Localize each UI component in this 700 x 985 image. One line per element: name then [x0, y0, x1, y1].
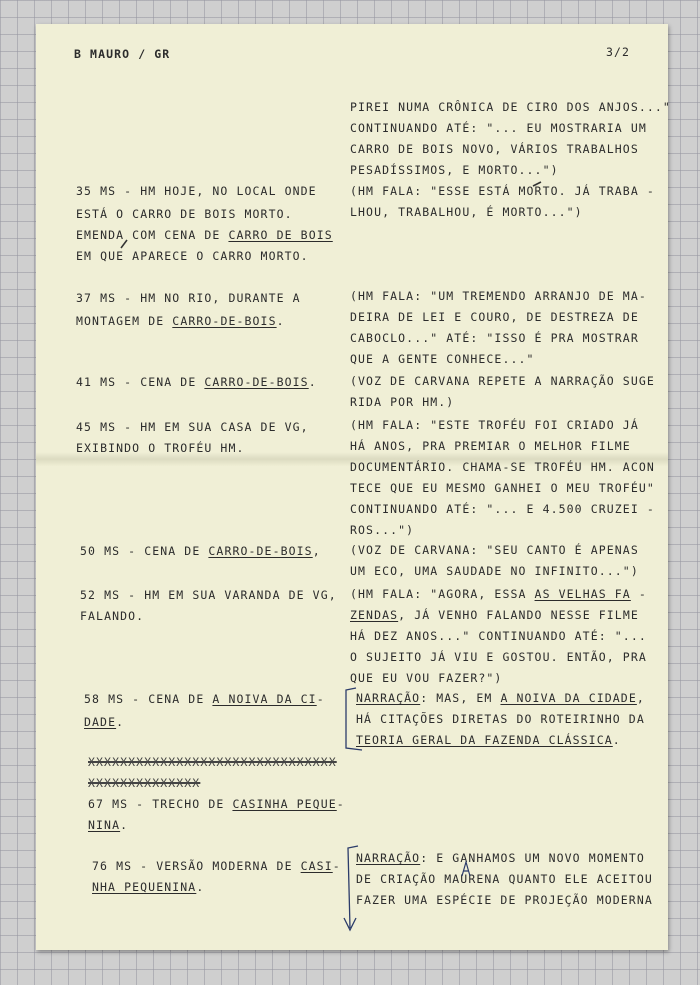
line-text: ROS...") [350, 523, 415, 537]
correction-mark [533, 182, 541, 186]
line-text: HÁ DEZ ANOS..." CONTINUANDO ATÉ: "... [350, 629, 647, 643]
line-text: : MAS, EM [420, 691, 501, 705]
underlined-text: A NOIVA DA CI [212, 692, 317, 706]
page-number: 3/2 [606, 45, 631, 59]
line-text: EMENDA COM CENA DE [76, 228, 229, 242]
correction-mark [121, 240, 127, 248]
line-text: DEIRA DE LEI E COURO, DE DESTREZA DE [350, 310, 639, 324]
underlined-text: CARRO DE BOIS [228, 228, 333, 242]
line-text: - [332, 859, 341, 873]
line-text: QUE EU VOU FAZER?") [350, 671, 503, 685]
underlined-text: NARRAÇÃO [356, 691, 421, 705]
line-text: - [336, 797, 345, 811]
line-text: (HM FALA: "UM TREMENDO ARRANJO DE MA- [350, 289, 647, 303]
line-text: HÁ CITAÇÕES DIRETAS DO ROTEIRINHO DA [356, 712, 645, 726]
line-text: (HM FALA: "ESSE ESTÁ MORTO. JÁ TRABA - [350, 184, 655, 198]
line-text: QUE A GENTE CONHECE..." [350, 352, 535, 366]
line-text: . [308, 375, 317, 389]
line-text: CONTINUANDO ATÉ: "... E 4.500 CRUZEI - [350, 502, 655, 516]
underlined-text: ZENDAS [350, 608, 399, 622]
line-text: EXIBINDO O TROFÉU HM. [76, 441, 245, 455]
line-text: FAZER UMA ESPÉCIE DE PROJEÇÃO MODERNA [356, 893, 653, 907]
line-text: , [636, 691, 645, 705]
underlined-text: NINA [88, 818, 121, 832]
line-text: . [196, 880, 205, 894]
line-text: PESADÍSSIMOS, E MORTO...") [350, 163, 559, 177]
line-text: . [120, 818, 129, 832]
line-text: , [312, 544, 321, 558]
underlined-text: CASI [300, 859, 333, 873]
line-text: UM ECO, UMA SAUDADE NO INFINITO...") [350, 564, 639, 578]
header-left: B MAURO / GR [74, 47, 171, 61]
line-text: 35 MS - HM HOJE, NO LOCAL ONDE [76, 184, 317, 198]
line-text: ESTÁ O CARRO DE BOIS MORTO. [76, 207, 293, 221]
underlined-text: DADE [84, 715, 117, 729]
line-text: (VOZ DE CARVANA: "SEU CANTO É APENAS [350, 543, 639, 557]
line-text: (HM FALA: "AGORA, ESSA [350, 587, 535, 601]
underlined-text: NHA PEQUENINA [92, 880, 197, 894]
line-text: (VOZ DE CARVANA REPETE A NARRAÇÃO SUGE [350, 374, 655, 388]
line-text: (HM FALA: "ESTE TROFÉU FOI CRIADO JÁ [350, 418, 639, 432]
line-text: 37 MS - HM NO RIO, DURANTE A [76, 291, 301, 305]
line-text: 76 MS - VERSÃO MODERNA DE [92, 859, 301, 873]
line-text: FALANDO. [80, 609, 145, 623]
line-text: EM QUE APARECE O CARRO MORTO. [76, 249, 309, 263]
underlined-text: A NOIVA DA CIDADE [500, 691, 637, 705]
underlined-text: AS VELHAS FA [534, 587, 631, 601]
line-text: LHOU, TRABALHOU, É MORTO...") [350, 205, 583, 219]
handwritten-a-mark [462, 862, 470, 876]
line-text: - [316, 692, 325, 706]
line-text: MONTAGEM DE [76, 314, 173, 328]
bracket-arrow-mark [348, 846, 358, 928]
underlined-text: CASINHA PEQUE [232, 797, 337, 811]
underlined-text: NARRAÇÃO [356, 851, 421, 865]
line-text: 45 MS - HM EM SUA CASA DE VG, [76, 420, 309, 434]
line-text: PIREI NUMA CRÔNICA DE CIRO DOS ANJOS..." [350, 100, 671, 114]
underlined-text: CARRO-DE-BOIS [172, 314, 277, 328]
line-text: RIDA POR HM.) [350, 395, 455, 409]
line-text: O SUJEITO JÁ VIU E GOSTOU. ENTÃO, PRA [350, 650, 647, 664]
line-text: - [630, 587, 647, 601]
line-text: TECE QUE EU MESMO GANHEI O MEU TROFÉU" [350, 481, 655, 495]
line-text: . [612, 733, 621, 747]
line-text: CONTINUANDO ATÉ: "... EU MOSTRARIA UM [350, 121, 647, 135]
line-text: CABOCLO..." ATÉ: "ISSO É PRA MOSTRAR [350, 331, 639, 345]
line-text: DOCUMENTÁRIO. CHAMA-SE TROFÉU HM. ACON [350, 460, 655, 474]
line-text: , JÁ VENHO FALANDO NESSE FILME [398, 608, 639, 622]
underlined-text: TEORIA GERAL DA FAZENDA CLÁSSICA [356, 733, 613, 747]
struck-text: XXXXXXXXXXXXXX [88, 776, 201, 790]
underlined-text: CARRO-DE-BOIS [204, 375, 309, 389]
line-text: . [116, 715, 125, 729]
line-text: 58 MS - CENA DE [84, 692, 213, 706]
line-text: . [276, 314, 285, 328]
line-text: DE CRIAÇÃO MAURENA QUANTO ELE ACEITOU [356, 872, 653, 886]
line-text: HÁ ANOS, PRA PREMIAR O MELHOR FILME [350, 439, 631, 453]
struck-text: XXXXXXXXXXXXXXXXXXXXXXXXXXXXXXX [88, 755, 337, 769]
line-text: 41 MS - CENA DE [76, 375, 205, 389]
line-text: : E GANHAMOS UM NOVO MOMENTO [420, 851, 645, 865]
underlined-text: CARRO-DE-BOIS [208, 544, 313, 558]
bracket-mark [346, 688, 362, 750]
line-text: 50 MS - CENA DE [80, 544, 209, 558]
line-text: 52 MS - HM EM SUA VARANDA DE VG, [80, 588, 337, 602]
line-text: 67 MS - TRECHO DE [88, 797, 233, 811]
line-text: CARRO DE BOIS NOVO, VÁRIOS TRABALHOS [350, 142, 639, 156]
